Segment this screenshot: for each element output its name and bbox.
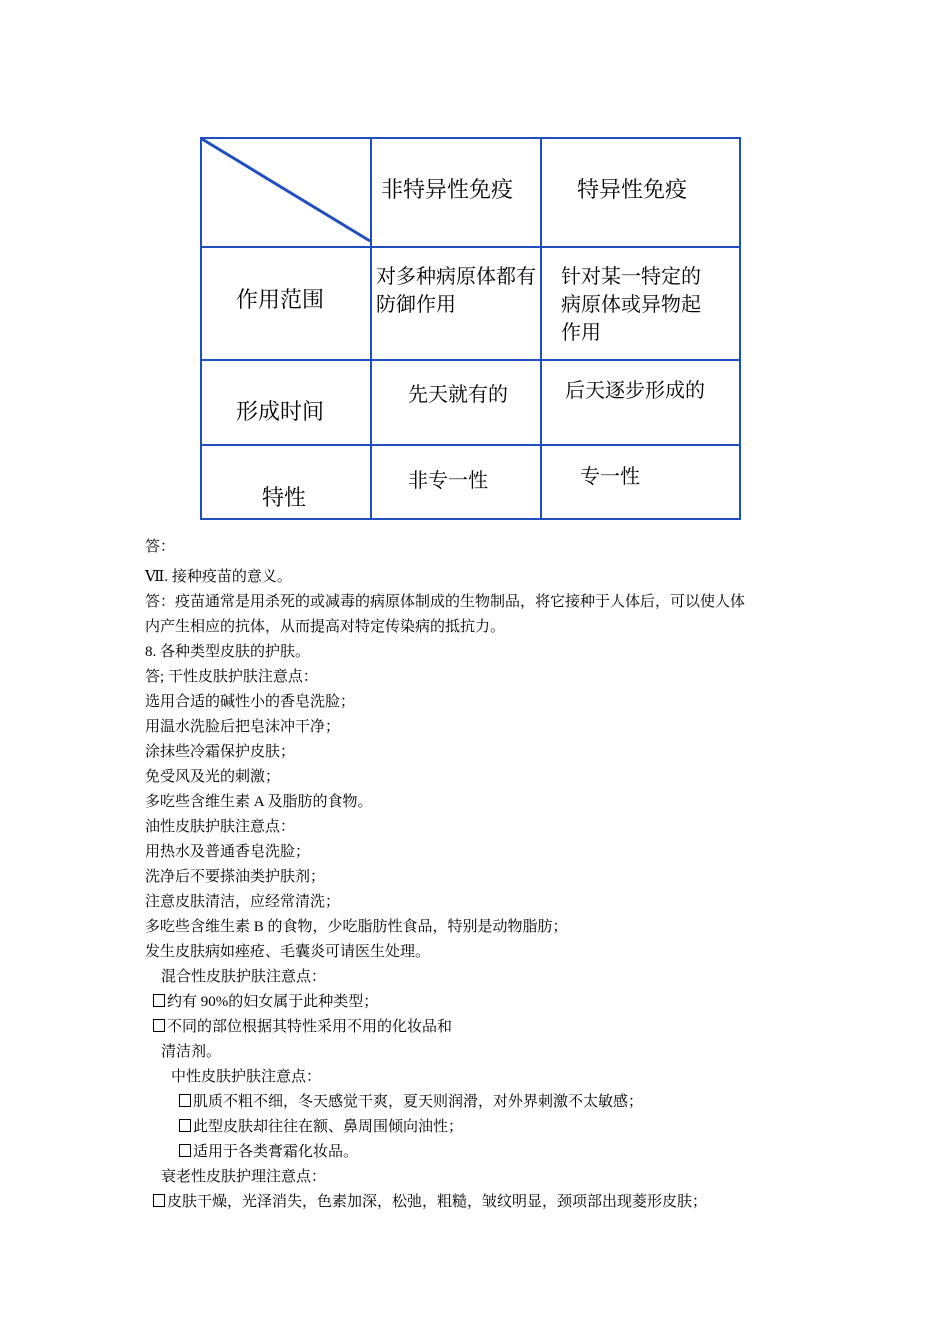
list-item: 注意皮肤清洁，应经常清洗； bbox=[145, 894, 341, 910]
cell-property-specific: 专一性 bbox=[580, 466, 640, 488]
checkbox-item-text: 适用于各类膏霜化妆品。 bbox=[193, 1144, 359, 1160]
checkbox-icon bbox=[153, 994, 165, 1007]
section-heading: 油性皮肤护肤注意点： bbox=[145, 819, 296, 835]
checkbox-item bbox=[153, 1192, 707, 1212]
cell-time-nonspecific: 先天就有的 bbox=[408, 384, 508, 406]
checkbox-item-text: 肌质不粗不细，冬天感觉干爽，夏天则润滑，对外界刺激不太敏感； bbox=[193, 1094, 644, 1110]
header-nonspecific: 非特异性免疫 bbox=[381, 178, 514, 203]
checkbox-item bbox=[179, 1092, 643, 1112]
checkbox-item-text: 此型皮肤却往往在额、鼻周围倾向油性； bbox=[193, 1119, 464, 1135]
list-item: 免受风及光的刺激； bbox=[145, 769, 281, 785]
list-item: 多吃些含维生素 B 的食物，少吃脂肪性食品，特别是动物脂肪； bbox=[145, 919, 568, 935]
checkbox-item-text: 约有 90%的妇女属于此种类型； bbox=[167, 994, 379, 1010]
row-label-time: 形成时间 bbox=[236, 400, 325, 425]
cell-scope-specific: 针对某一特定的病原体或异物起作用 bbox=[561, 266, 701, 344]
checkbox-icon bbox=[179, 1119, 191, 1132]
list-item: 多吃些含维生素 A 及脂肪的食物。 bbox=[145, 794, 373, 810]
immunity-comparison-table bbox=[200, 137, 741, 520]
list-item: 洗净后不要搽油类护肤剂； bbox=[145, 869, 326, 885]
cell-property-nonspecific: 非专一性 bbox=[408, 470, 488, 492]
list-item: 用热水及普通香皂洗脸； bbox=[145, 844, 311, 860]
question-heading: Ⅶ. 接种疫苗的意义。 bbox=[145, 569, 292, 585]
section-heading: 衰老性皮肤护理注意点： bbox=[161, 1169, 327, 1185]
row-label-scope: 作用范围 bbox=[236, 287, 325, 312]
list-item: 用温水洗脸后把皂沫冲干净； bbox=[145, 719, 341, 735]
paragraph-line: 答：疫苗通常是用杀死的或减毒的病原体制成的生物制品，将它接种于人体后，可以使人体 bbox=[145, 594, 746, 610]
list-item-continuation: 清洁剂。 bbox=[161, 1044, 222, 1060]
header-specific: 特异性免疫 bbox=[577, 178, 688, 203]
checkbox-item bbox=[153, 992, 378, 1012]
checkbox-item-text: 皮肤干燥，光泽消失，色素加深，松弛，粗糙，皱纹明显，颈项部出现菱形皮肤； bbox=[167, 1194, 708, 1210]
row-label-property: 特性 bbox=[262, 486, 307, 511]
checkbox-icon bbox=[153, 1019, 165, 1032]
section-heading: 混合性皮肤护肤注意点： bbox=[161, 969, 327, 985]
checkbox-item bbox=[179, 1142, 358, 1162]
checkbox-item bbox=[153, 1017, 452, 1037]
list-item: 发生皮肤病如痤疮、毛囊炎可请医生处理。 bbox=[145, 944, 431, 960]
cell-scope-nonspecific: 对多种病原体都有防御作用 bbox=[376, 266, 536, 316]
section-heading: 中性皮肤护肤注意点： bbox=[171, 1069, 322, 1085]
checkbox-icon bbox=[153, 1194, 165, 1207]
checkbox-item-text: 不同的部位根据其特性采用不用的化妆品和 bbox=[167, 1019, 453, 1035]
checkbox-item bbox=[179, 1117, 463, 1137]
question-heading: 8. 各种类型皮肤的护肤。 bbox=[145, 644, 311, 660]
diagonal-header-line bbox=[202, 139, 370, 241]
list-item: 选用合适的碱性小的香皂洗脸； bbox=[145, 694, 356, 710]
list-item: 涂抹些冷霜保护皮肤； bbox=[145, 744, 296, 760]
paragraph-line: 内产生相应的抗体，从而提高对特定传染病的抵抗力。 bbox=[145, 619, 506, 635]
paragraph-line: 答; 干性皮肤护肤注意点： bbox=[145, 669, 318, 685]
answer-label: 答： bbox=[145, 539, 176, 555]
checkbox-icon bbox=[179, 1094, 191, 1107]
checkbox-icon bbox=[179, 1144, 191, 1157]
cell-time-specific: 后天逐步形成的 bbox=[565, 380, 705, 402]
